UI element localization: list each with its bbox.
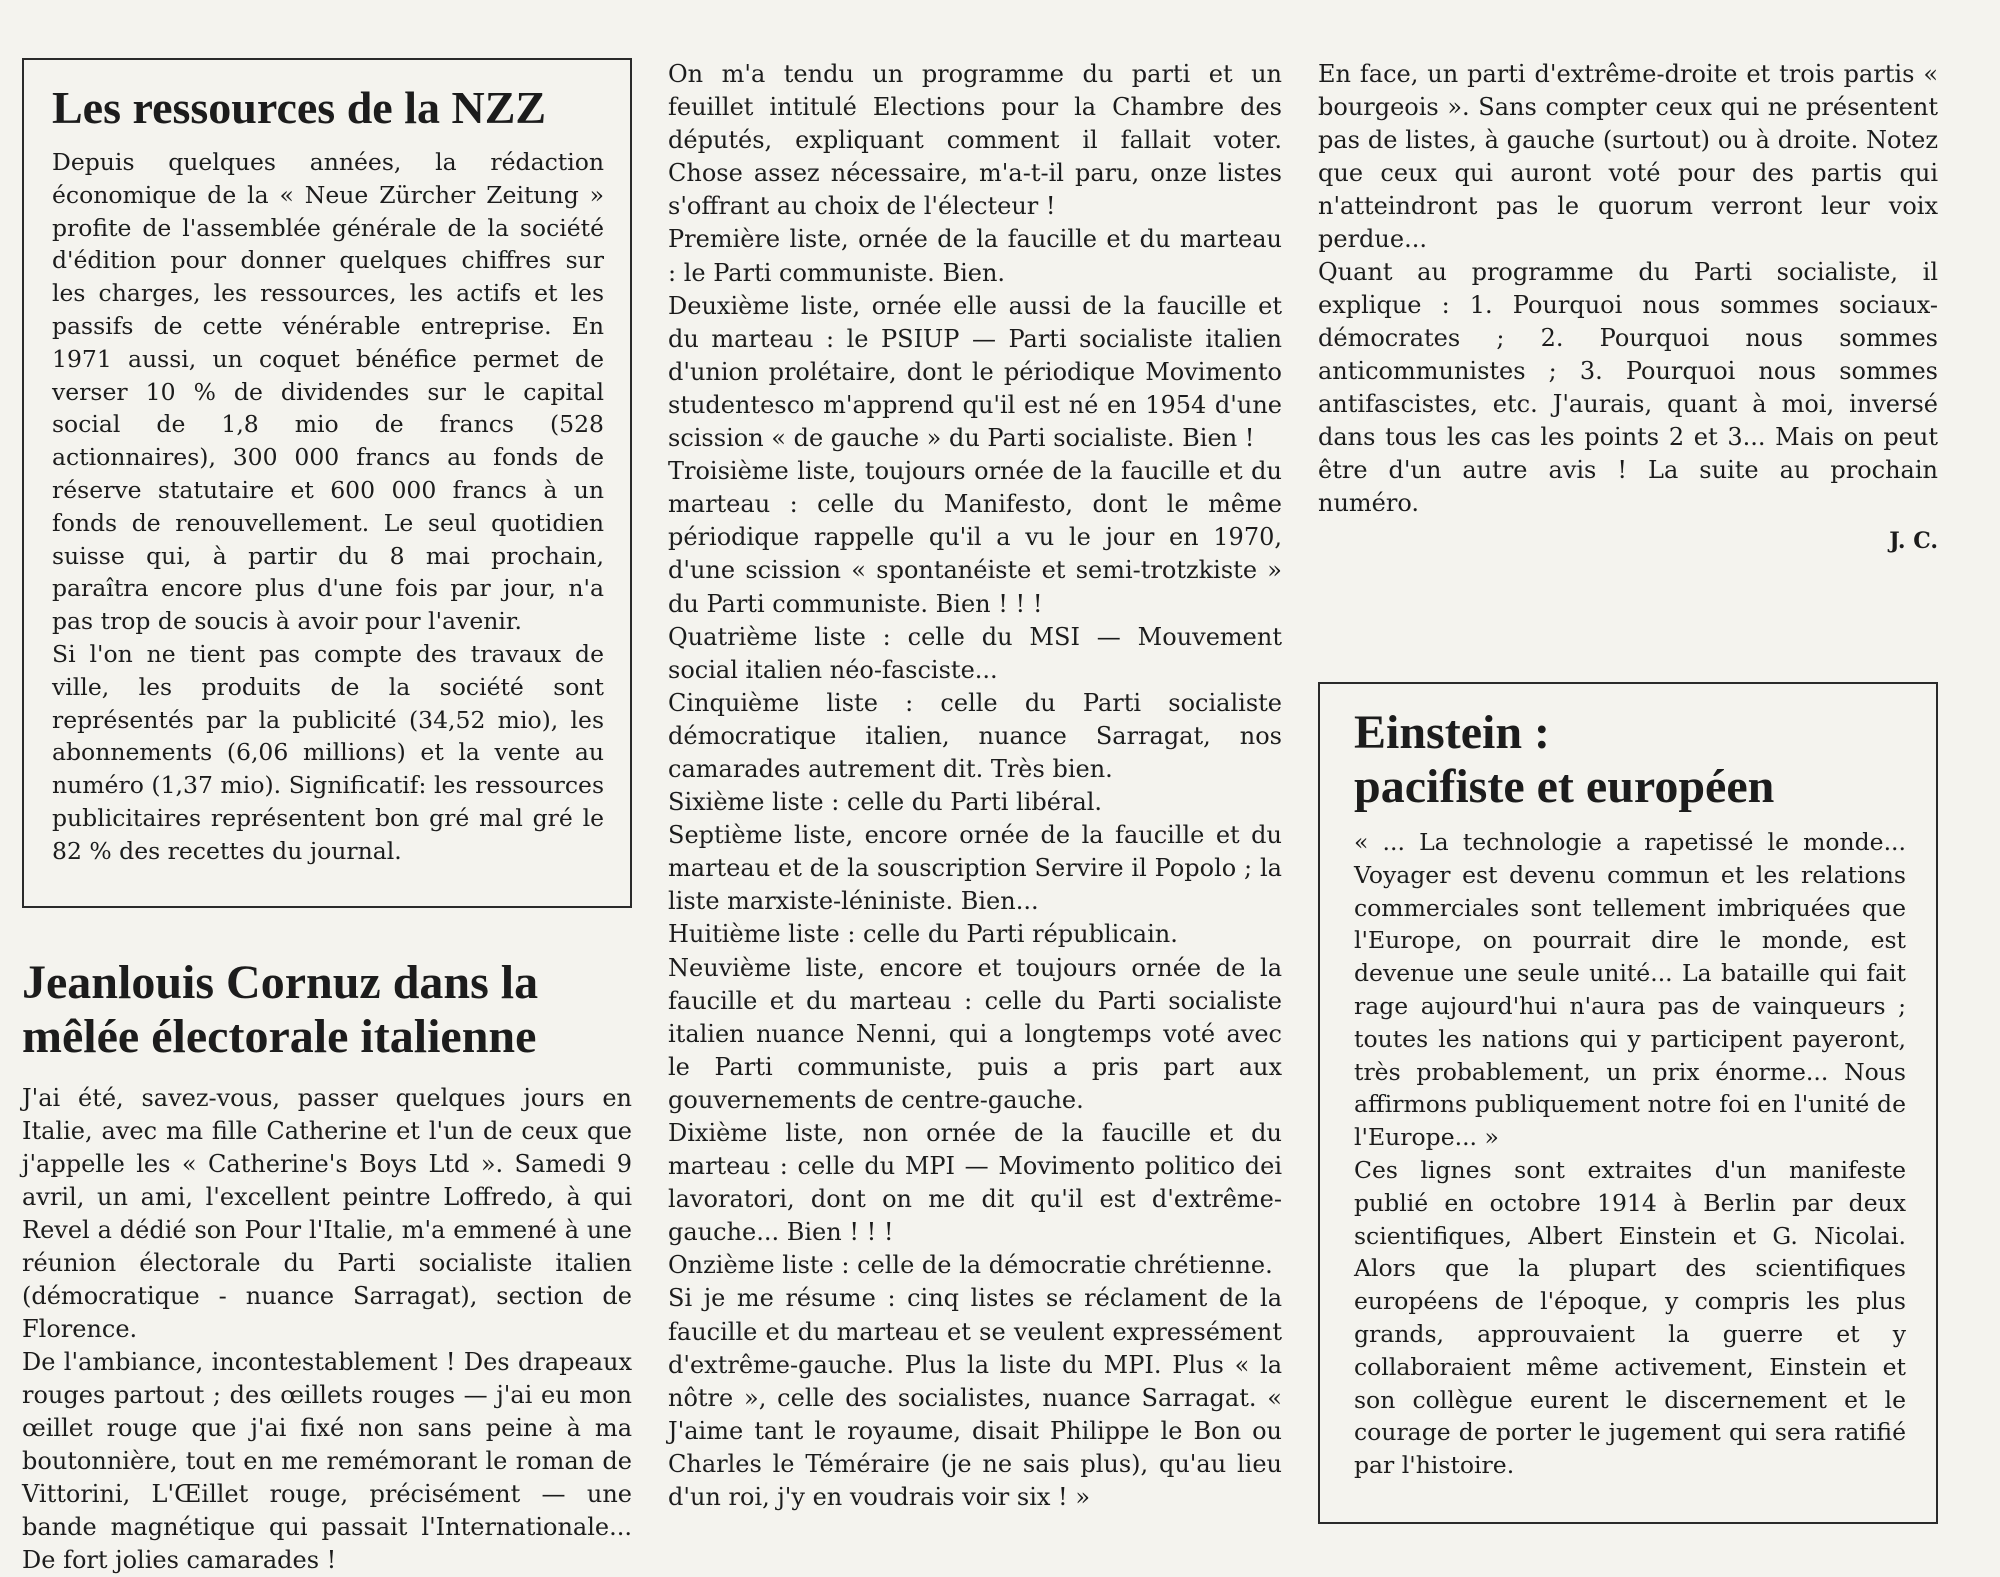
cornuz-paragraph: Première liste, ornée de la faucille et du marteau : le Parti communiste. Bien.: [668, 225, 1282, 287]
einstein-paragraph: « ... La technologie a rapetissé le monde... Voyager est devenu commun et les relations commerciales sont tellement imbriquées que l'Europe, on pourrait dire le monde, est devenue une seule unité... La bataille qui fait rage aujourd'hui n'aura pas de vainqueurs ; toutes les nations qui y participent payeront, très probablement, un prix énorme... Nous affirmons publiquement notre foi en l'unité de l'Europe... »: [1354, 828, 1906, 1152]
einstein-sidebar-box: [1318, 682, 1938, 1524]
cornuz-paragraph: En face, un parti d'extrême-droite et trois partis « bourgeois ». Sans compter ceux qui ne présentent pas de listes, à gauche (surtout) ou à droite. Notez que ceux qui auront voté pour des partis qui n'atteindront pas le quorum verront leur voix perdue...: [1318, 60, 1938, 253]
einstein-box-title: [1354, 706, 1906, 814]
cornuz-paragraph: Quatrième liste : celle du MSI — Mouvement social italien néo-fasciste...: [668, 622, 1282, 684]
cornuz-paragraph: Dixième liste, non ornée de la faucille et du marteau : celle du MPI — Movimento politico dei lavoratori, dont on me dit qu'il est d'extrême-gauche... Bien ! ! !: [668, 1119, 1282, 1247]
cornuz-paragraph: Deuxième liste, ornée elle aussi de la faucille et du marteau : le PSIUP — Parti socialiste italien d'union prolétaire, dont le périodique Movimento studentesco m'apprend qu'il est né en 1954 d'une scission « de gauche » du Parti socialiste. Bien !: [668, 291, 1282, 453]
nzz-paragraph: Si l'on ne tient pas compte des travaux de ville, les produits de la société sont représentés par la publicité (34,52 mio), les abonnements (6,06 millions) et la vente au numéro (1,37 mio). Significatif: les ressources publicitaires représentent bon gré mal gré le 82 % des recettes du journal.: [52, 639, 604, 865]
cornuz-paragraph: De l'ambiance, incontestablement ! Des drapeaux rouges partout ; des œillets rouges — j'ai eu mon œillet rouge que j'ai fixé non sans peine à ma boutonnière, tout en me remémorant le roman de Vittorini, L'Œillet rouge, précisément — une bande magnétique qui passait l'Internationale... De fort jolies camarades !: [22, 1348, 632, 1574]
einstein-title-line: Einstein :: [1354, 706, 1551, 759]
article-signature: J. C.: [1889, 528, 1938, 554]
cornuz-paragraph: On m'a tendu un programme du parti et un feuillet intitulé Elections pour la Chambre des députés, expliquant comment il fallait voter. Chose assez nécessaire, m'a-t-il paru, onze listes s'offrant au choix de l'électeur !: [668, 60, 1282, 221]
column-right: [1318, 58, 1938, 556]
column-middle: [668, 58, 1282, 1512]
cornuz-paragraph: Troisième liste, toujours ornée de la faucille et du marteau : celle du Manifesto, dont le même périodique rappelle qu'il a vu le jour en 1970, d'une scission « spontanéiste et semi-trotzkiste » du Parti communiste. Bien ! ! !: [668, 457, 1282, 618]
nzz-sidebar-box: [22, 58, 632, 908]
cornuz-paragraph: Neuvième liste, encore et toujours ornée de la faucille et du marteau : celle du Parti socialiste italien nuance Nenni, qui a longtemps voté avec le Parti communiste, puis a pris part aux gouvernements de centre-gauche.: [668, 953, 1282, 1114]
cornuz-paragraph: Si je me résume : cinq listes se réclament de la faucille et du marteau et se veulent expressément d'extrême-gauche. Plus la liste du MPI. Plus « la nôtre », celle des socialistes, nuance Sarragat. « J'aime tant le royaume, disait Philippe le Bon ou Charles le Téméraire (je ne sais plus), qu'au lieu d'un roi, j'y en voudrais voir six ! »: [668, 1284, 1282, 1512]
einstein-title-line: pacifiste et européen: [1354, 760, 1775, 813]
cornuz-paragraph: Septième liste, encore ornée de la faucille et du marteau et de la souscription Servire il Popolo ; la liste marxiste-léniniste. Bien...: [668, 821, 1282, 916]
cornuz-paragraph: J'ai été, savez-vous, passer quelques jours en Italie, avec ma fille Catherine et l'un de ceux que j'appelle les « Catherine's Boys Ltd ». Samedi 9 avril, un ami, l'excellent peintre Loffredo, à qui Revel a dédié son Pour l'Italie, m'a emmené à une réunion électorale du Parti socialiste italien (démocratique - nuance Sarragat), section de Florence.: [22, 1084, 632, 1343]
cornuz-paragraph: Onzième liste : celle de la démocratie chrétienne.: [668, 1251, 1273, 1280]
cornuz-paragraph: Cinquième liste : celle du Parti socialiste démocratique italien, nuance Sarragat, nos camarades autrement dit. Très bien.: [668, 688, 1282, 783]
einstein-paragraph: Ces lignes sont extraites d'un manifeste publié en octobre 1914 à Berlin par deux scientifiques, Albert Einstein et G. Nicolai. Alors que la plupart des scientifiques européens de l'époque, y compris les plus grands, approuvaient la guerre et y collaboraient même activement, Einstein et son collègue eurent le discernement et le courage de porter le jugement qui sera ratifié par l'histoire.: [1354, 1155, 1906, 1480]
nzz-paragraph: Depuis quelques années, la rédaction économique de la « Neue Zürcher Zeitung » profite de l'assemblée générale de la société d'édition pour donner quelques chiffres sur les charges, les ressources, les actifs et les passifs de cette vénérable entreprise. En 1971 aussi, un coquet bénéfice permet de verser 10 % de dividendes sur le capital social de 1,8 mio de francs (528 actionnaires), 300 000 francs au fonds de réserve statutaire et 600 000 francs à un fonds de renouvellement. Le seul quotidien suisse qui, à partir du 8 mai prochain, paraîtra encore plus d'une fois par jour, n'a pas trop de soucis à avoir pour l'avenir.: [52, 148, 604, 636]
column-left: [22, 58, 632, 1574]
nzz-box-title: Les ressources de la NZZ: [52, 82, 547, 133]
cornuz-paragraph: Quant au programme du Parti socialiste, il explique : 1. Pourquoi nous sommes sociaux-démocrates ; 2. Pourquoi nous sommes anticommunistes ; 3. Pourquoi nous sommes antifascistes, etc. J'aurais, quant à moi, inversé dans tous les cas les points 2 et 3... Mais on peut être d'un autre avis ! La suite au prochain numéro.: [1318, 258, 1938, 517]
cornuz-paragraph: Sixième liste : celle du Parti libéral.: [668, 788, 1103, 817]
cornuz-article-title: Jeanlouis Cornuz dans la mêlée électorale italienne: [22, 956, 539, 1063]
cornuz-paragraph: Huitième liste : celle du Parti républicain.: [668, 920, 1178, 949]
